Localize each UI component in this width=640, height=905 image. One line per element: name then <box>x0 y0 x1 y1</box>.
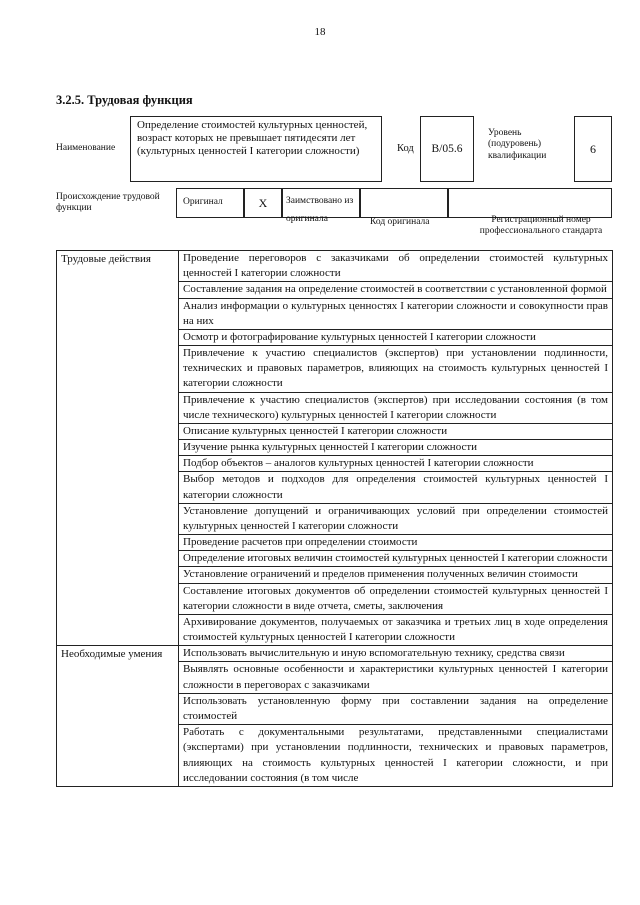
table-cell-item: Использовать вычислительную и иную вспомогательную технику, средства связи <box>179 646 613 662</box>
table-cell-item: Использовать установленную форму при составлении задания на определение стоимостей <box>179 693 613 724</box>
original-mark-cell: X <box>244 188 282 218</box>
table-cell-item: Установление ограничений и пределов применения полученных величин стоимости <box>179 567 613 583</box>
table-cell-item: Подбор объектов – аналогов культурных ценностей I категории сложности <box>179 456 613 472</box>
table-cell-item: Привлечение к участию специалистов (экспертов) при исследовании состояния (в том числе технического) культурных ценностей I категории сложности <box>179 392 613 423</box>
name-label: Наименование <box>56 143 116 153</box>
level-value-box: 6 <box>574 116 612 182</box>
page-number: 18 <box>314 26 326 38</box>
table-cell-item: Архивирование документов, получаемых от заказчика и третьих лиц в ходе определения стоимостей культурных ценностей I категории сложности <box>179 614 613 645</box>
table-cell-item: Проведение расчетов при определении стоимости <box>179 535 613 551</box>
code-value-box: B/05.6 <box>420 116 474 182</box>
table-cell-item: Изучение рынка культурных ценностей I категории сложности <box>179 440 613 456</box>
table-cell-item: Осмотр и фотографирование культурных ценностей I категории сложности <box>179 329 613 345</box>
table-row <box>57 646 613 662</box>
original-cell <box>176 188 244 218</box>
function-name-box: Определение стоимостей культурных ценностей, возраст которых не превышает пятидесяти лет (культурных ценностей I категории сложности) <box>130 116 382 182</box>
table-cell-item: Выбор методов и подходов для определения стоимостей культурных ценностей I категории сложности <box>179 472 613 503</box>
section-title: 3.2.5. Трудовая функция <box>56 93 193 107</box>
table-cell-item: Проведение переговоров с заказчиками об определении стоимостей культурных ценностей I категории сложности <box>179 251 613 282</box>
borrowed-cell <box>282 188 360 224</box>
reg-number-cell <box>448 188 612 218</box>
table-cell-item: Работать с документальными результатами, представленными специалистами (экспертами) при установлении подлинности, технических и правовых параметров, влияющих на стоимость культурных ценностей I категории сложности, и при исследовании состояния (в том числе <box>179 725 613 787</box>
original-code-cell <box>360 188 448 218</box>
labor-function-table <box>56 250 613 787</box>
section-label: Необходимые умения <box>57 646 179 787</box>
level-label: Уровень (подуровень) квалификации <box>488 128 547 161</box>
table-cell-item: Составление итоговых документов об определении стоимостей культурных ценностей I категории сложности в виде отчета, сметы, заключения <box>179 583 613 614</box>
section-label: Трудовые действия <box>57 251 179 646</box>
table-row <box>57 251 613 282</box>
reg-number-caption: Регистрационный номер профессионального стандарта <box>479 215 603 237</box>
table-cell-item: Выявлять основные особенности и характеристики культурных ценностей I категории сложности в переговорах с заказчиками <box>179 662 613 693</box>
borrowed-label: Заимствовано из оригинала <box>286 196 354 224</box>
table-cell-item: Составление задания на определение стоимостей в соответствии с установленной формой <box>179 282 613 298</box>
table-cell-item: Установление допущений и ограничивающих условий при определении стоимостей культурных ценностей I категории сложности <box>179 503 613 534</box>
table-cell-item: Привлечение к участию специалистов (экспертов) при установлении подлинности, технических и правовых параметров, влияющих на стоимость культурных ценностей I категории сложности <box>179 346 613 393</box>
code-original-caption: Код оригинала <box>370 217 430 227</box>
table-cell-item: Анализ информации о культурных ценностях I категории сложности и совокупности прав на них <box>179 298 613 329</box>
original-label: Оригинал <box>183 197 223 208</box>
table-cell-item: Определение итоговых величин стоимостей культурных ценностей I категории сложности <box>179 551 613 567</box>
origin-label: Происхождение трудовой функции <box>56 192 160 214</box>
code-label: Код <box>397 143 414 154</box>
table-cell-item: Описание культурных ценностей I категории сложности <box>179 423 613 439</box>
